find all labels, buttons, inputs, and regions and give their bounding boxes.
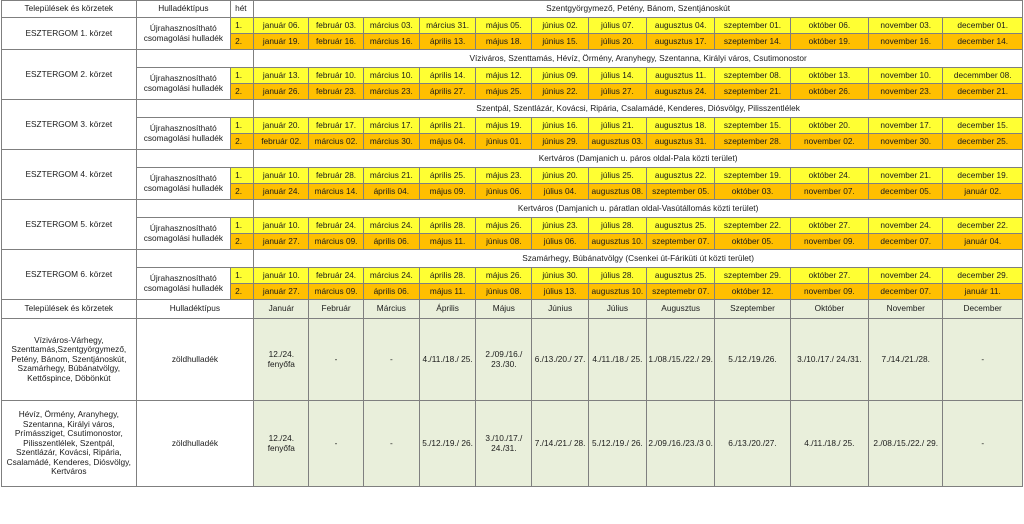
collection-date: május 12. bbox=[476, 68, 532, 84]
collection-date: március 24. bbox=[363, 268, 419, 284]
collection-date: március 09. bbox=[309, 284, 363, 300]
collection-date: július 07. bbox=[588, 18, 646, 34]
collection-date: február 24. bbox=[309, 218, 363, 234]
green-collection-days: 5./12./19./ 26. bbox=[588, 401, 646, 487]
green-header-row bbox=[2, 300, 1023, 319]
district-area-row bbox=[2, 200, 1023, 218]
collection-date: június 08. bbox=[476, 284, 532, 300]
collection-date: augusztus 11. bbox=[647, 68, 715, 84]
collection-date: május 09. bbox=[419, 184, 475, 200]
green-collection-days: 2./08./15./22./ 29. bbox=[869, 401, 943, 487]
collection-date: október 26. bbox=[790, 84, 868, 100]
collection-date: május 23. bbox=[476, 168, 532, 184]
collection-date: április 27. bbox=[419, 84, 475, 100]
collection-date: december 22. bbox=[943, 218, 1023, 234]
week-number: 1. bbox=[231, 168, 254, 184]
collection-date: július 28. bbox=[588, 268, 646, 284]
schedule-row bbox=[2, 18, 1023, 34]
collection-date: június 29. bbox=[532, 134, 588, 150]
collection-date: november 03. bbox=[869, 18, 943, 34]
collection-date: április 28. bbox=[419, 268, 475, 284]
collection-date: május 19. bbox=[476, 118, 532, 134]
collection-date: november 07. bbox=[790, 184, 868, 200]
collection-date: január 10. bbox=[254, 218, 309, 234]
month-header: Február bbox=[309, 300, 363, 319]
collection-date: december 07. bbox=[869, 234, 943, 250]
collection-date: március 30. bbox=[363, 134, 419, 150]
collection-date: augusztus 10. bbox=[588, 234, 646, 250]
green-areas-list: Víziváros-Várhegy, Szenttamás,Szentgyörgymező, Petény, Bánom, Szentjánoskút, Szamárhegy, Búbánatvölgy, Kettőspince, Döbönkút bbox=[2, 319, 137, 401]
waste-type: Újrahasznosítható csomagolási hulladék bbox=[136, 18, 230, 50]
collection-date: október 20. bbox=[790, 118, 868, 134]
district-area-label: Szentpál, Szentlázár, Kovácsi, Ripária, Csalamádé, Kenderes, Diósvölgy, Pilisszentlélek bbox=[254, 100, 1023, 118]
district-name: ESZTERGOM 6. körzet bbox=[2, 250, 137, 300]
schedule-row bbox=[2, 168, 1023, 184]
collection-date: június 15. bbox=[532, 34, 588, 50]
week-number: 2. bbox=[231, 34, 254, 50]
collection-date: szeptember 15. bbox=[715, 118, 790, 134]
collection-date: szeptember 01. bbox=[715, 18, 790, 34]
green-waste-row bbox=[2, 319, 1023, 401]
collection-date: augusztus 25. bbox=[647, 218, 715, 234]
waste-schedule-table bbox=[1, 0, 1023, 487]
collection-date: augusztus 08. bbox=[588, 184, 646, 200]
collection-date: február 28. bbox=[309, 168, 363, 184]
week-number: 1. bbox=[231, 218, 254, 234]
collection-date: január 27. bbox=[254, 284, 309, 300]
collection-date: január 04. bbox=[943, 234, 1023, 250]
collection-date: november 23. bbox=[869, 84, 943, 100]
collection-date: május 26. bbox=[476, 218, 532, 234]
collection-date: január 11. bbox=[943, 284, 1023, 300]
green-header-waste-type: Hulladéktípus bbox=[136, 300, 254, 319]
week-number: 1. bbox=[231, 118, 254, 134]
green-areas-list: Hévíz, Örmény, Aranyhegy, Szentanna, Királyi város, Prímássziget, Csutimonostor, Pilisszentlélek, Szentpál, Szentlázár, Kovácsi, Ripária, Csalamádé, Kenderes, Diósvölgy, Kertváros bbox=[2, 401, 137, 487]
collection-date: július 28. bbox=[588, 218, 646, 234]
collection-date: augusztus 22. bbox=[647, 168, 715, 184]
collection-date: november 16. bbox=[869, 34, 943, 50]
collection-date: január 20. bbox=[254, 118, 309, 134]
collection-date: március 09. bbox=[309, 234, 363, 250]
header-waste-type: Hulladéktípus bbox=[136, 1, 230, 18]
district-blank bbox=[136, 50, 254, 68]
collection-date: augusztus 03. bbox=[588, 134, 646, 150]
collection-date: szeptemebr 07. bbox=[647, 284, 715, 300]
collection-date: augusztus 17. bbox=[647, 34, 715, 50]
collection-date: decemmber 08. bbox=[943, 68, 1023, 84]
collection-date: december 07. bbox=[869, 284, 943, 300]
green-collection-days: 4./11./18./ 25. bbox=[588, 319, 646, 401]
collection-date: október 19. bbox=[790, 34, 868, 50]
week-number: 1. bbox=[231, 68, 254, 84]
schedule-row bbox=[2, 118, 1023, 134]
collection-date: szeptember 29. bbox=[715, 268, 790, 284]
collection-date: július 04. bbox=[532, 184, 588, 200]
collection-date: március 03. bbox=[363, 18, 419, 34]
month-header: Június bbox=[532, 300, 588, 319]
collection-date: június 22. bbox=[532, 84, 588, 100]
month-header: November bbox=[869, 300, 943, 319]
collection-date: június 08. bbox=[476, 234, 532, 250]
collection-date: december 25. bbox=[943, 134, 1023, 150]
collection-date: május 11. bbox=[419, 284, 475, 300]
collection-date: augusztus 18. bbox=[647, 118, 715, 134]
week-number: 1. bbox=[231, 268, 254, 284]
collection-date: december 05. bbox=[869, 184, 943, 200]
collection-date: június 02. bbox=[532, 18, 588, 34]
green-collection-days: 12./24. fenyőfa bbox=[254, 401, 309, 487]
district-area-row bbox=[2, 50, 1023, 68]
week-number: 2. bbox=[231, 284, 254, 300]
week-number: 2. bbox=[231, 184, 254, 200]
district-area-row bbox=[2, 100, 1023, 118]
collection-date: január 06. bbox=[254, 18, 309, 34]
collection-date: október 24. bbox=[790, 168, 868, 184]
green-header-settlement: Települések és körzetek bbox=[2, 300, 137, 319]
collection-date: január 13. bbox=[254, 68, 309, 84]
collection-date: március 31. bbox=[419, 18, 475, 34]
green-collection-days: - bbox=[943, 319, 1023, 401]
waste-type: Újrahasznosítható csomagolási hulladék bbox=[136, 218, 230, 250]
green-waste-type: zöldhulladék bbox=[136, 319, 254, 401]
collection-date: április 25. bbox=[419, 168, 475, 184]
green-collection-days: 7./14./21./ 28. bbox=[532, 401, 588, 487]
collection-date: február 10. bbox=[309, 68, 363, 84]
collection-date: december 29. bbox=[943, 268, 1023, 284]
collection-date: június 09. bbox=[532, 68, 588, 84]
week-number: 2. bbox=[231, 234, 254, 250]
collection-date: augusztus 10. bbox=[588, 284, 646, 300]
green-waste-row bbox=[2, 401, 1023, 487]
collection-date: június 23. bbox=[532, 218, 588, 234]
collection-date: július 14. bbox=[588, 68, 646, 84]
green-collection-days: 2./09./16./ 23./30. bbox=[476, 319, 532, 401]
collection-date: március 21. bbox=[363, 168, 419, 184]
collection-date: október 27. bbox=[790, 268, 868, 284]
collection-date: szeptember 07. bbox=[647, 234, 715, 250]
green-collection-days: 3./10./17./ 24./31. bbox=[476, 401, 532, 487]
collection-date: szeptember 14. bbox=[715, 34, 790, 50]
collection-date: december 14. bbox=[943, 34, 1023, 50]
collection-date: január 10. bbox=[254, 268, 309, 284]
month-header: Július bbox=[588, 300, 646, 319]
collection-date: február 23. bbox=[309, 84, 363, 100]
collection-date: június 06. bbox=[476, 184, 532, 200]
green-collection-days: - bbox=[309, 401, 363, 487]
collection-date: július 25. bbox=[588, 168, 646, 184]
header-settlement: Települések és körzetek bbox=[2, 1, 137, 18]
collection-date: október 05. bbox=[715, 234, 790, 250]
green-collection-days: 7./14./21./28. bbox=[869, 319, 943, 401]
collection-date: március 02. bbox=[309, 134, 363, 150]
collection-date: április 06. bbox=[363, 234, 419, 250]
collection-date: szeptember 05. bbox=[647, 184, 715, 200]
collection-date: május 04. bbox=[419, 134, 475, 150]
collection-date: november 21. bbox=[869, 168, 943, 184]
collection-date: június 30. bbox=[532, 268, 588, 284]
collection-date: december 01. bbox=[943, 18, 1023, 34]
district-blank bbox=[136, 100, 254, 118]
green-collection-days: 12./24. fenyőfa bbox=[254, 319, 309, 401]
collection-date: február 17. bbox=[309, 118, 363, 134]
collection-date: február 02. bbox=[254, 134, 309, 150]
district-blank bbox=[136, 250, 254, 268]
collection-date: július 13. bbox=[532, 284, 588, 300]
collection-date: április 13. bbox=[419, 34, 475, 50]
collection-date: január 10. bbox=[254, 168, 309, 184]
month-header: Május bbox=[476, 300, 532, 319]
collection-date: május 25. bbox=[476, 84, 532, 100]
collection-date: október 13. bbox=[790, 68, 868, 84]
collection-date: július 20. bbox=[588, 34, 646, 50]
collection-date: május 11. bbox=[419, 234, 475, 250]
collection-date: július 21. bbox=[588, 118, 646, 134]
waste-type: Újrahasznosítható csomagolási hulladék bbox=[136, 268, 230, 300]
collection-date: április 06. bbox=[363, 284, 419, 300]
collection-date: június 20. bbox=[532, 168, 588, 184]
collection-date: december 15. bbox=[943, 118, 1023, 134]
collection-date: szeptember 08. bbox=[715, 68, 790, 84]
green-collection-days: 3./10./17./ 24./31. bbox=[790, 319, 868, 401]
collection-date: március 16. bbox=[363, 34, 419, 50]
collection-date: május 05. bbox=[476, 18, 532, 34]
green-waste-type: zöldhulladék bbox=[136, 401, 254, 487]
collection-date: szeptember 22. bbox=[715, 218, 790, 234]
collection-date: augusztus 24. bbox=[647, 84, 715, 100]
collection-date: június 01. bbox=[476, 134, 532, 150]
collection-date: október 27. bbox=[790, 218, 868, 234]
collection-date: június 16. bbox=[532, 118, 588, 134]
collection-date: november 24. bbox=[869, 218, 943, 234]
green-collection-days: - bbox=[943, 401, 1023, 487]
month-header: Szeptember bbox=[715, 300, 790, 319]
collection-date: május 26. bbox=[476, 268, 532, 284]
collection-date: november 10. bbox=[869, 68, 943, 84]
green-collection-days: 5./12./19./26. bbox=[715, 319, 790, 401]
green-collection-days: 6./13./20./27. bbox=[715, 401, 790, 487]
collection-date: március 24. bbox=[363, 218, 419, 234]
collection-date: február 16. bbox=[309, 34, 363, 50]
collection-date: november 09. bbox=[790, 234, 868, 250]
district-area-label: Kertváros (Damjanich u. páratlan oldal-Vasútállomás közti terület) bbox=[254, 200, 1023, 218]
district-area-row bbox=[2, 150, 1023, 168]
collection-date: február 24. bbox=[309, 268, 363, 284]
schedule-row bbox=[2, 218, 1023, 234]
district-blank bbox=[136, 150, 254, 168]
schedule-row bbox=[2, 268, 1023, 284]
collection-date: november 09. bbox=[790, 284, 868, 300]
collection-date: szeptember 19. bbox=[715, 168, 790, 184]
collection-date: október 12. bbox=[715, 284, 790, 300]
collection-date: január 02. bbox=[943, 184, 1023, 200]
month-header: December bbox=[943, 300, 1023, 319]
month-header: Március bbox=[363, 300, 419, 319]
collection-date: február 03. bbox=[309, 18, 363, 34]
collection-date: május 18. bbox=[476, 34, 532, 50]
district-area-label: Kertváros (Damjanich u. páros oldal-Pala közti terület) bbox=[254, 150, 1023, 168]
collection-date: október 06. bbox=[790, 18, 868, 34]
collection-date: december 21. bbox=[943, 84, 1023, 100]
collection-date: augusztus 31. bbox=[647, 134, 715, 150]
header-week: hét bbox=[231, 1, 254, 18]
collection-date: január 19. bbox=[254, 34, 309, 50]
green-collection-days: 1./08./15./22./ 29. bbox=[647, 319, 715, 401]
green-collection-days: 4./11./18./ 25. bbox=[419, 319, 475, 401]
collection-date: január 24. bbox=[254, 184, 309, 200]
collection-date: április 14. bbox=[419, 68, 475, 84]
green-collection-days: 5./12./19./ 26. bbox=[419, 401, 475, 487]
week-number: 2. bbox=[231, 84, 254, 100]
district-area-row bbox=[2, 250, 1023, 268]
green-collection-days: 2./09./16./23./3 0. bbox=[647, 401, 715, 487]
month-header: Augusztus bbox=[647, 300, 715, 319]
district-name: ESZTERGOM 4. körzet bbox=[2, 150, 137, 200]
collection-date: április 21. bbox=[419, 118, 475, 134]
collection-date: július 06. bbox=[532, 234, 588, 250]
collection-date: január 27. bbox=[254, 234, 309, 250]
collection-date: április 28. bbox=[419, 218, 475, 234]
green-collection-days: - bbox=[309, 319, 363, 401]
district-blank bbox=[136, 200, 254, 218]
green-collection-days: 6./13./20./ 27. bbox=[532, 319, 588, 401]
district-name: ESZTERGOM 2. körzet bbox=[2, 50, 137, 100]
schedule-header-row bbox=[2, 1, 1023, 18]
schedule-row bbox=[2, 68, 1023, 84]
week-number: 1. bbox=[231, 18, 254, 34]
district-name: ESZTERGOM 1. körzet bbox=[2, 18, 137, 50]
collection-date: december 19. bbox=[943, 168, 1023, 184]
collection-date: augusztus 25. bbox=[647, 268, 715, 284]
waste-type: Újrahasznosítható csomagolási hulladék bbox=[136, 168, 230, 200]
collection-date: január 26. bbox=[254, 84, 309, 100]
collection-date: november 24. bbox=[869, 268, 943, 284]
collection-date: március 17. bbox=[363, 118, 419, 134]
green-collection-days: - bbox=[363, 401, 419, 487]
district-area-label: Szamárhegy, Búbánatvölgy (Csenkei út-Fáriküti út közti terület) bbox=[254, 250, 1023, 268]
district-area-label: Víziváros, Szenttamás, Hévíz, Örmény, Aranyhegy, Szentanna, Királyi város, Csutimonostor bbox=[254, 50, 1023, 68]
district-area-label: Szentgyörgymező, Petény, Bánom, Szentjánoskút bbox=[254, 1, 1023, 18]
collection-date: március 23. bbox=[363, 84, 419, 100]
collection-date: szeptember 21. bbox=[715, 84, 790, 100]
month-header: Január bbox=[254, 300, 309, 319]
collection-date: szeptember 28. bbox=[715, 134, 790, 150]
district-name: ESZTERGOM 3. körzet bbox=[2, 100, 137, 150]
collection-date: november 30. bbox=[869, 134, 943, 150]
collection-date: április 04. bbox=[363, 184, 419, 200]
waste-type: Újrahasznosítható csomagolási hulladék bbox=[136, 68, 230, 100]
collection-date: március 14. bbox=[309, 184, 363, 200]
green-collection-days: 4./11./18./ 25. bbox=[790, 401, 868, 487]
collection-date: november 17. bbox=[869, 118, 943, 134]
month-header: Április bbox=[419, 300, 475, 319]
collection-date: július 27. bbox=[588, 84, 646, 100]
green-collection-days: - bbox=[363, 319, 419, 401]
district-name: ESZTERGOM 5. körzet bbox=[2, 200, 137, 250]
collection-date: november 02. bbox=[790, 134, 868, 150]
collection-date: augusztus 04. bbox=[647, 18, 715, 34]
month-header: Október bbox=[790, 300, 868, 319]
collection-date: március 10. bbox=[363, 68, 419, 84]
collection-date: október 03. bbox=[715, 184, 790, 200]
week-number: 2. bbox=[231, 134, 254, 150]
waste-type: Újrahasznosítható csomagolási hulladék bbox=[136, 118, 230, 150]
